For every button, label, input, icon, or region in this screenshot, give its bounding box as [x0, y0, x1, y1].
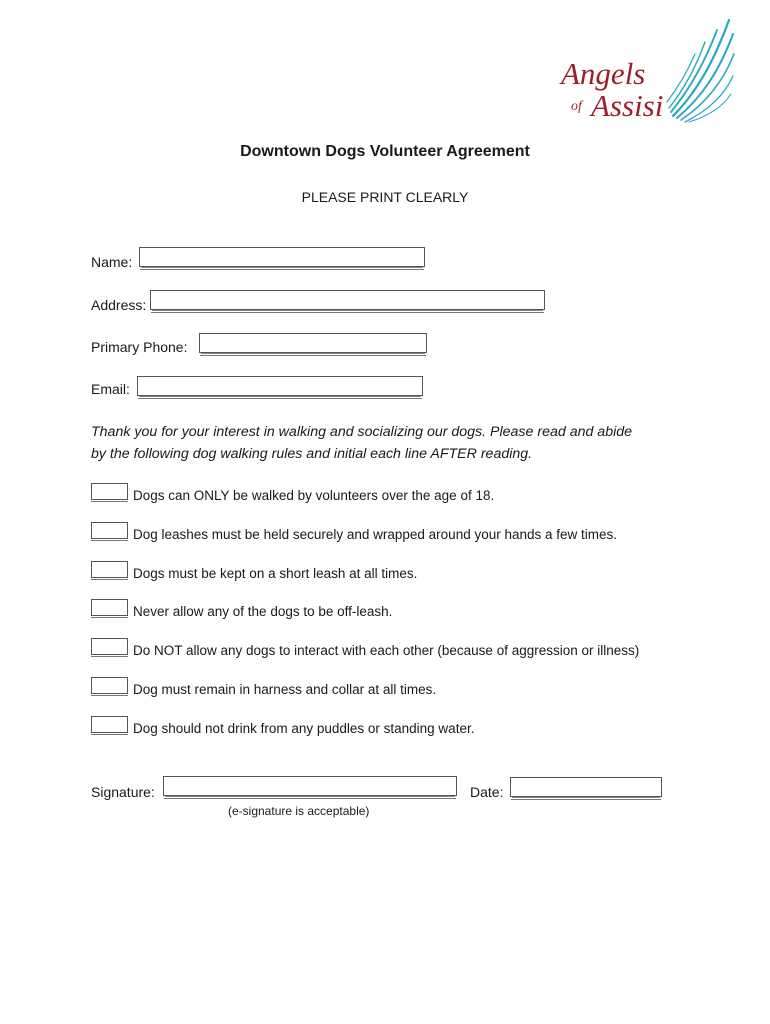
angels-of-assisi-logo — [555, 14, 735, 129]
initial-box-2[interactable] — [91, 522, 128, 539]
rule-7: Dog should not drink from any puddles or standing water. — [133, 721, 475, 736]
rule-3: Dogs must be kept on a short leash at all times. — [133, 566, 418, 581]
rule-1: Dogs can ONLY be walked by volunteers over the age of 18. — [133, 488, 495, 503]
signature-note: (e-signature is acceptable) — [228, 804, 370, 818]
wing-icon — [555, 14, 735, 129]
initial-box-4[interactable] — [91, 599, 128, 616]
date-field[interactable] — [510, 777, 662, 797]
logo-line2: Assisi — [591, 88, 664, 123]
logo-of: of — [571, 99, 582, 114]
signature-label: Signature: — [91, 784, 155, 800]
initial-box-5[interactable] — [91, 638, 128, 655]
initial-box-3[interactable] — [91, 561, 128, 578]
name-label: Name: — [91, 254, 133, 270]
rule-4: Never allow any of the dogs to be off-leash. — [133, 604, 393, 619]
initial-box-1[interactable] — [91, 483, 128, 500]
initial-box-6[interactable] — [91, 677, 128, 694]
intro-line-1: Thank you for your interest in walking and socializing our dogs. Please read and abide — [91, 424, 633, 440]
initial-box-7[interactable] — [91, 716, 128, 733]
email-label: Email: — [91, 381, 130, 397]
address-label: Address: — [91, 297, 147, 313]
phone-field[interactable] — [199, 333, 427, 353]
rule-2: Dog leashes must be held securely and wrapped around your hands a few times. — [133, 527, 618, 542]
email-field[interactable] — [137, 376, 423, 396]
page-subtitle: PLEASE PRINT CLEARLY — [301, 189, 469, 205]
rule-6: Dog must remain in harness and collar at all times. — [133, 682, 437, 697]
signature-field[interactable] — [163, 776, 457, 796]
date-label: Date: — [470, 784, 504, 800]
address-field[interactable] — [150, 290, 545, 310]
name-field[interactable] — [139, 247, 425, 267]
intro-line-2: by the following dog walking rules and initial each line AFTER reading. — [91, 446, 533, 462]
rule-5: Do NOT allow any dogs to interact with each other (because of aggression or illness) — [133, 643, 640, 658]
intro-text — [91, 421, 691, 465]
phone-label: Primary Phone: — [91, 339, 188, 355]
page-title: Downtown Dogs Volunteer Agreement — [240, 143, 530, 160]
logo-line1: Angels — [561, 56, 646, 91]
